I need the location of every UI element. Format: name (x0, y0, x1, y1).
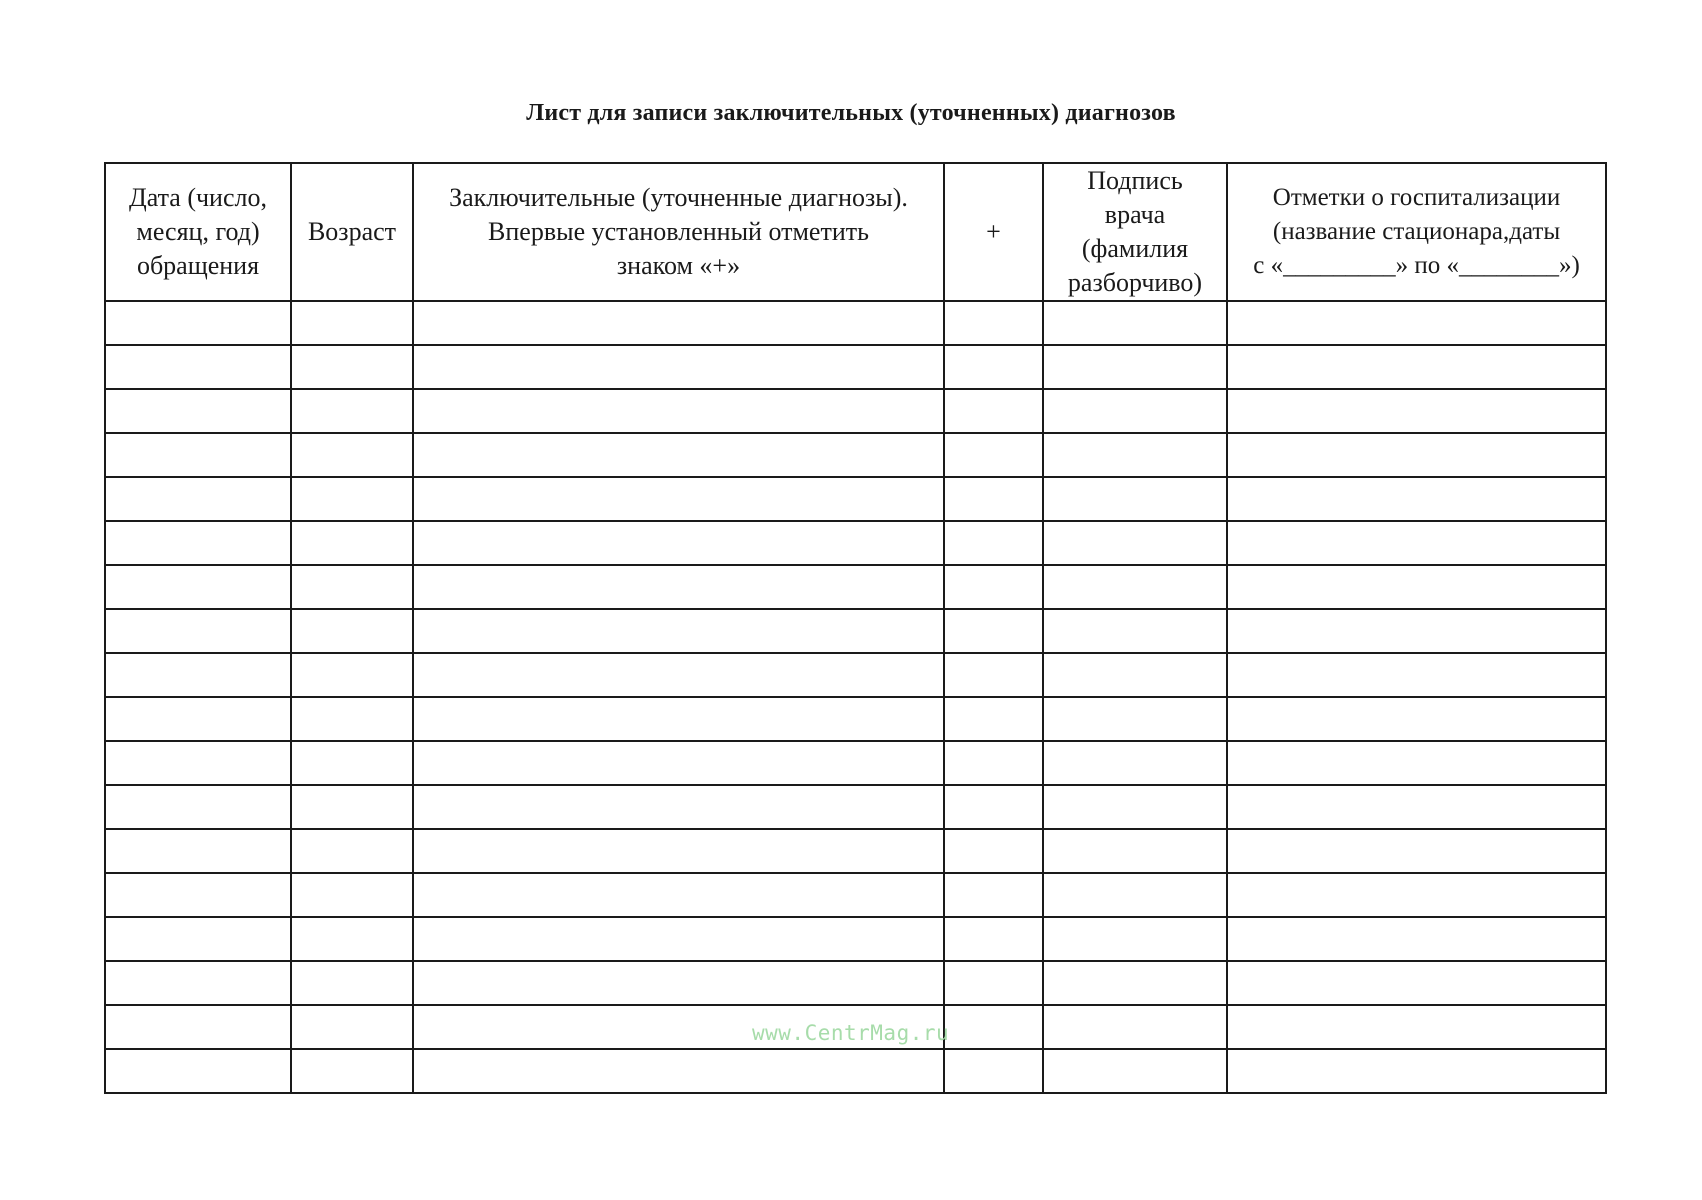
cell-diagnosis[interactable] (413, 345, 944, 389)
cell-hospitalization[interactable] (1227, 609, 1606, 653)
cell-age[interactable] (291, 477, 413, 521)
table-header-row (105, 163, 1606, 301)
cell-date[interactable] (105, 433, 291, 477)
cell-signature[interactable] (1043, 433, 1227, 477)
cell-date[interactable] (105, 785, 291, 829)
cell-hospitalization[interactable] (1227, 345, 1606, 389)
cell-signature[interactable] (1043, 389, 1227, 433)
header-hospitalization: Отметки о госпитализации (название стационара,даты с «_________» по «________») (1227, 163, 1606, 301)
table-row (105, 873, 1606, 917)
header-final-diagnosis: Заключительные (уточненные диагнозы). Впервые установленный отметить знаком «+» (413, 163, 944, 301)
header-doctor-signature: Подпись врача (фамилия разборчиво) (1043, 163, 1227, 301)
cell-signature[interactable] (1043, 565, 1227, 609)
cell-plus[interactable] (944, 389, 1043, 433)
cell-age[interactable] (291, 433, 413, 477)
cell-age[interactable] (291, 917, 413, 961)
cell-signature[interactable] (1043, 873, 1227, 917)
cell-plus[interactable] (944, 1049, 1043, 1093)
cell-date[interactable] (105, 1005, 291, 1049)
cell-age[interactable] (291, 873, 413, 917)
cell-plus[interactable] (944, 873, 1043, 917)
cell-age[interactable] (291, 521, 413, 565)
cell-date[interactable] (105, 1049, 291, 1093)
cell-date[interactable] (105, 301, 291, 345)
cell-date[interactable] (105, 609, 291, 653)
cell-signature[interactable] (1043, 301, 1227, 345)
cell-plus[interactable] (944, 433, 1043, 477)
cell-hospitalization[interactable] (1227, 301, 1606, 345)
cell-plus[interactable] (944, 653, 1043, 697)
cell-date[interactable] (105, 697, 291, 741)
cell-date[interactable] (105, 829, 291, 873)
cell-plus[interactable] (944, 785, 1043, 829)
cell-date[interactable] (105, 389, 291, 433)
cell-diagnosis[interactable] (413, 785, 944, 829)
cell-hospitalization[interactable] (1227, 521, 1606, 565)
table-row (105, 345, 1606, 389)
table-row (105, 785, 1606, 829)
header-plus-mark: + (944, 163, 1043, 301)
watermark-text: www.CentrMag.ru (752, 1021, 950, 1045)
cell-plus[interactable] (944, 565, 1043, 609)
table-body (105, 301, 1606, 1093)
cell-signature[interactable] (1043, 741, 1227, 785)
cell-signature[interactable] (1043, 1005, 1227, 1049)
cell-diagnosis[interactable] (413, 741, 944, 785)
cell-hospitalization[interactable] (1227, 785, 1606, 829)
cell-age[interactable] (291, 697, 413, 741)
cell-signature[interactable] (1043, 653, 1227, 697)
cell-diagnosis[interactable] (413, 433, 944, 477)
cell-plus[interactable] (944, 609, 1043, 653)
cell-hospitalization[interactable] (1227, 741, 1606, 785)
cell-plus[interactable] (944, 917, 1043, 961)
cell-diagnosis[interactable] (413, 301, 944, 345)
cell-diagnosis[interactable] (413, 1049, 944, 1093)
cell-hospitalization[interactable] (1227, 565, 1606, 609)
cell-diagnosis[interactable] (413, 829, 944, 873)
cell-age[interactable] (291, 961, 413, 1005)
cell-date[interactable] (105, 345, 291, 389)
header-date: Дата (число, месяц, год) обращения (105, 163, 291, 301)
table-row (105, 961, 1606, 1005)
cell-plus[interactable] (944, 1005, 1043, 1049)
cell-signature[interactable] (1043, 785, 1227, 829)
table-row (105, 1049, 1606, 1093)
cell-date[interactable] (105, 565, 291, 609)
cell-age[interactable] (291, 1005, 413, 1049)
cell-diagnosis[interactable] (413, 873, 944, 917)
cell-signature[interactable] (1043, 1049, 1227, 1093)
table-row (105, 829, 1606, 873)
cell-diagnosis[interactable] (413, 609, 944, 653)
table-row (105, 477, 1606, 521)
table-row (105, 697, 1606, 741)
cell-diagnosis[interactable] (413, 521, 944, 565)
header-age: Возраст (291, 163, 413, 301)
cell-date[interactable] (105, 477, 291, 521)
cell-age[interactable] (291, 565, 413, 609)
cell-plus[interactable] (944, 345, 1043, 389)
cell-plus[interactable] (944, 829, 1043, 873)
cell-diagnosis[interactable] (413, 565, 944, 609)
diagnoses-table (104, 162, 1607, 1094)
cell-diagnosis[interactable] (413, 389, 944, 433)
cell-plus[interactable] (944, 477, 1043, 521)
table-row (105, 389, 1606, 433)
cell-hospitalization[interactable] (1227, 917, 1606, 961)
table-row (105, 301, 1606, 345)
cell-date[interactable] (105, 917, 291, 961)
cell-hospitalization[interactable] (1227, 477, 1606, 521)
page-title: Лист для записи заключительных (уточненных) диагнозов (526, 100, 1176, 126)
table-row (105, 741, 1606, 785)
cell-date[interactable] (105, 961, 291, 1005)
cell-plus[interactable] (944, 521, 1043, 565)
cell-signature[interactable] (1043, 477, 1227, 521)
cell-age[interactable] (291, 653, 413, 697)
cell-diagnosis[interactable] (413, 653, 944, 697)
cell-hospitalization[interactable] (1227, 873, 1606, 917)
cell-hospitalization[interactable] (1227, 1005, 1606, 1049)
cell-signature[interactable] (1043, 961, 1227, 1005)
cell-age[interactable] (291, 389, 413, 433)
cell-plus[interactable] (944, 301, 1043, 345)
cell-age[interactable] (291, 609, 413, 653)
table-row (105, 565, 1606, 609)
table-row (105, 653, 1606, 697)
cell-age[interactable] (291, 785, 413, 829)
cell-hospitalization[interactable] (1227, 433, 1606, 477)
cell-diagnosis[interactable] (413, 477, 944, 521)
cell-signature[interactable] (1043, 917, 1227, 961)
cell-diagnosis[interactable] (413, 697, 944, 741)
cell-date[interactable] (105, 521, 291, 565)
cell-hospitalization[interactable] (1227, 653, 1606, 697)
cell-diagnosis[interactable] (413, 917, 944, 961)
cell-age[interactable] (291, 345, 413, 389)
table-row (105, 917, 1606, 961)
cell-date[interactable] (105, 873, 291, 917)
cell-age[interactable] (291, 301, 413, 345)
cell-signature[interactable] (1043, 345, 1227, 389)
cell-signature[interactable] (1043, 697, 1227, 741)
cell-date[interactable] (105, 741, 291, 785)
cell-hospitalization[interactable] (1227, 829, 1606, 873)
cell-hospitalization[interactable] (1227, 961, 1606, 1005)
cell-hospitalization[interactable] (1227, 697, 1606, 741)
table-row (105, 609, 1606, 653)
cell-diagnosis[interactable] (413, 961, 944, 1005)
cell-hospitalization[interactable] (1227, 1049, 1606, 1093)
cell-plus[interactable] (944, 741, 1043, 785)
cell-age[interactable] (291, 741, 413, 785)
cell-age[interactable] (291, 1049, 413, 1093)
table-row (105, 521, 1606, 565)
cell-signature[interactable] (1043, 521, 1227, 565)
cell-hospitalization[interactable] (1227, 389, 1606, 433)
cell-signature[interactable] (1043, 609, 1227, 653)
cell-signature[interactable] (1043, 829, 1227, 873)
cell-plus[interactable] (944, 961, 1043, 1005)
cell-plus[interactable] (944, 697, 1043, 741)
cell-date[interactable] (105, 653, 291, 697)
table-row (105, 433, 1606, 477)
cell-age[interactable] (291, 829, 413, 873)
